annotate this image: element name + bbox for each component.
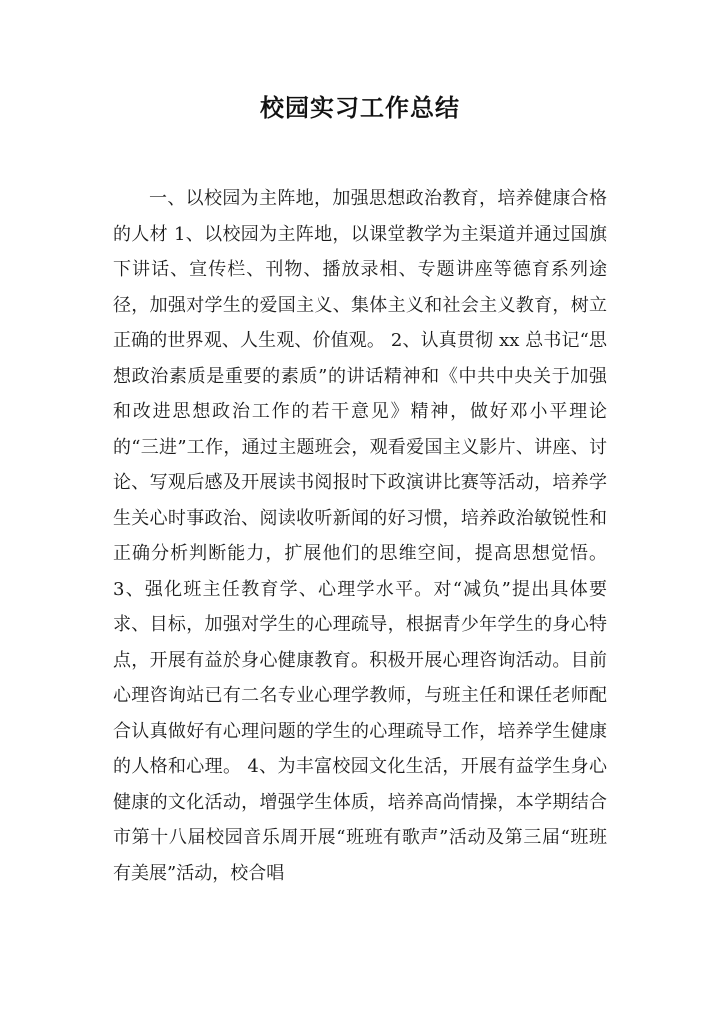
document-title: 校园实习工作总结 — [260, 94, 460, 122]
document-body-paragraph: 一、以校园为主阵地，加强思想政治教育，培养健康合格的人材 1、以校园为主阵地，以课堂教学为主渠道并通过国旗下讲话、宣传栏、刊物、播放录相、专题讲座等德育系列途径，加强对学生的爱国主义、集体主义和社会主义教育，树立正确的世界观、人生观、价值观。 2、认真贯彻 xx 总书记“思想政治素质是重要的素质”的讲话精神和《中共中央关于加强和改进思想政治工作的若干意见》精神，做好邓小平理论的“三进”工作，通过主题班会，观看爱国主义影片、讲座、讨论、写观后感及开展读书阅报时下政演讲比赛等活动，培养学生关心时事政治、阅读收听新闻的好习惯，培养政治敏锐性和正确分析判断能力，扩展他们的思维空间，提高思想觉悟。 3、强化班主任教育学、心理学水平。对“减负”提出具体要求、目标，加强对学生的心理疏导，根据青少年学生的身心特点，开展有益於身心健康教育。积极开展心理咨询活动。目前心理咨询站已有二名专业心理学教师，与班主任和课任老师配合认真做好有心理问题的学生的心理疏导工作，培养学生健康的人格和心理。 4、为丰富校园文化生活，开展有益学生身心健康的文化活动，增强学生体质，培养高尚情操，本学期结合市第十八届校园音乐周开展“班班有歌声”活动及第三届“班班有美展”活动，校合唱 — [113, 188, 607, 884]
